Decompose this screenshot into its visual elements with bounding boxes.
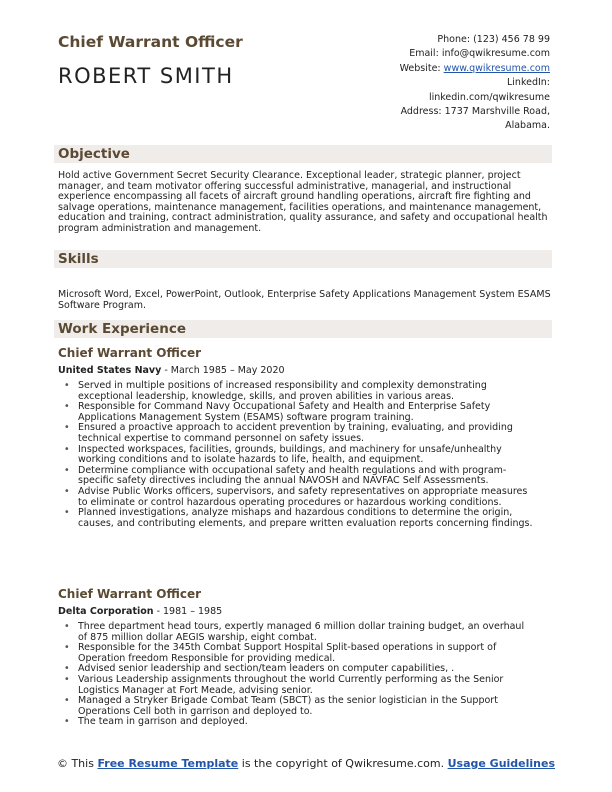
objective-text: Hold active Government Secret Security Clearance. Exceptional leader, strategic planner, project manager, and team motivator offering successful administrative, managerial, and instructional experience encompassing all facets of aircraft ground handling operations, aircraft fire fighting and salvage operations, maintenance management, facilities operations, and maintenance management, education and training, contract administration, quality assurance, and safety and occupational health program administration and management. xyxy=(58,170,548,234)
email-value: info@qwikresume.com xyxy=(441,48,550,60)
usage-guidelines-link[interactable]: Usage Guidelines xyxy=(447,757,556,770)
candidate-name: ROBERT SMITH xyxy=(58,64,234,88)
website-label: Website: xyxy=(399,62,441,74)
address-label: Address: xyxy=(400,106,442,118)
website-link[interactable]: www.qwikresume.com xyxy=(443,62,550,74)
list-item: • Various Leadership assignments throughout the world Currently performing as the Senior Logistics Manager at Fort Meade, advising senior. xyxy=(58,675,536,696)
phone-value: (123) 456 78 99 xyxy=(473,34,550,45)
job-2-company: Delta Corporation xyxy=(58,606,154,617)
phone-label: Phone: xyxy=(437,34,471,45)
list-item: • Served in multiple positions of increased responsibility and complexity demonstrating exceptional leadership, knowledge, skills, and proven abilities in various areas. xyxy=(58,381,536,402)
work-experience-heading: Work Experience xyxy=(54,320,552,338)
address-line2: Alabama. xyxy=(505,120,550,132)
footer xyxy=(0,757,612,770)
skills-text: Microsoft Word, Excel, PowerPoint, Outlook, Enterprise Safety Applications Management System ESAMS Software Program. xyxy=(58,289,551,311)
job-1-title: Chief Warrant Officer xyxy=(58,346,202,360)
contact-address xyxy=(290,105,550,119)
contact-website xyxy=(290,62,550,76)
job-1-company: United States Navy xyxy=(58,365,162,376)
list-item: • Advise Public Works officers, supervisors, and safety representatives on appropriate measures to eliminate or control hazardous operating procedures or hazardous working conditions. xyxy=(58,487,536,508)
list-item: • Managed a Stryker Brigade Combat Team (SBCT) as the senior logistician in the Support Operations Cell both in garrison and deployed to. xyxy=(58,696,536,717)
free-resume-template-link[interactable]: Free Resume Template xyxy=(97,757,239,770)
job-1-dates: - March 1985 – May 2020 xyxy=(161,365,285,376)
address-line1: 1737 Marshville Road, xyxy=(444,106,550,118)
email-label: Email: xyxy=(409,48,439,60)
job-2-title: Chief Warrant Officer xyxy=(58,587,202,601)
list-item: • Determine compliance with occupational safety and health regulations and with program-specific safety directives including the annual NAVOSH and NAVFAC Self Assessments. xyxy=(58,466,536,487)
list-item: • Three department head tours, expertly managed 6 million dollar training budget, an overhaul of 875 million dollar AEGIS warship, eight combat. xyxy=(58,622,536,643)
list-item: • Ensured a proactive approach to accident prevention by training, evaluating, and providing technical expertise to command personnel on safety issues. xyxy=(58,423,536,444)
list-item: • Responsible for the 345th Combat Support Hospital Split-based operations in support of Operation freedom Responsible for providing medical. xyxy=(58,643,536,664)
list-item: • Responsible for Command Navy Occupational Safety and Health and Enterprise Safety Applications Management System (ESAMS) software program training. xyxy=(58,402,536,423)
list-item: • Advised senior leadership and section/team leaders on computer capabilities, . xyxy=(58,664,536,675)
footer-middle: is the copyright of Qwikresume.com. xyxy=(238,757,448,770)
header-job-title: Chief Warrant Officer xyxy=(58,33,243,51)
contact-linkedin-label: LinkedIn: xyxy=(506,77,550,89)
job-2-dates: - 1981 – 1985 xyxy=(153,606,223,617)
contact-linkedin-value: linkedin.com/qwikresume xyxy=(428,91,550,103)
job-1-bullets xyxy=(58,381,536,529)
objective-heading: Objective xyxy=(54,145,552,163)
footer-prefix: © This xyxy=(56,757,98,770)
skills-heading: Skills xyxy=(54,250,552,268)
job-1-company-line xyxy=(58,365,285,376)
list-item: • The team in garrison and deployed. xyxy=(58,717,536,728)
contact-block xyxy=(290,33,550,134)
job-2-bullets xyxy=(58,622,536,728)
job-2-company-line xyxy=(58,606,222,617)
list-item: • Inspected workspaces, facilities, grounds, buildings, and machinery for unsafe/unhealthy working conditions and to isolate hazards to life, health, and equipment. xyxy=(58,445,536,466)
contact-email xyxy=(290,47,550,61)
list-item: • Planned investigations, analyze mishaps and hazardous conditions to determine the origin, causes, and contributing elements, and prepare written evaluation reports concerning findings. xyxy=(58,508,536,529)
contact-phone xyxy=(290,33,550,47)
